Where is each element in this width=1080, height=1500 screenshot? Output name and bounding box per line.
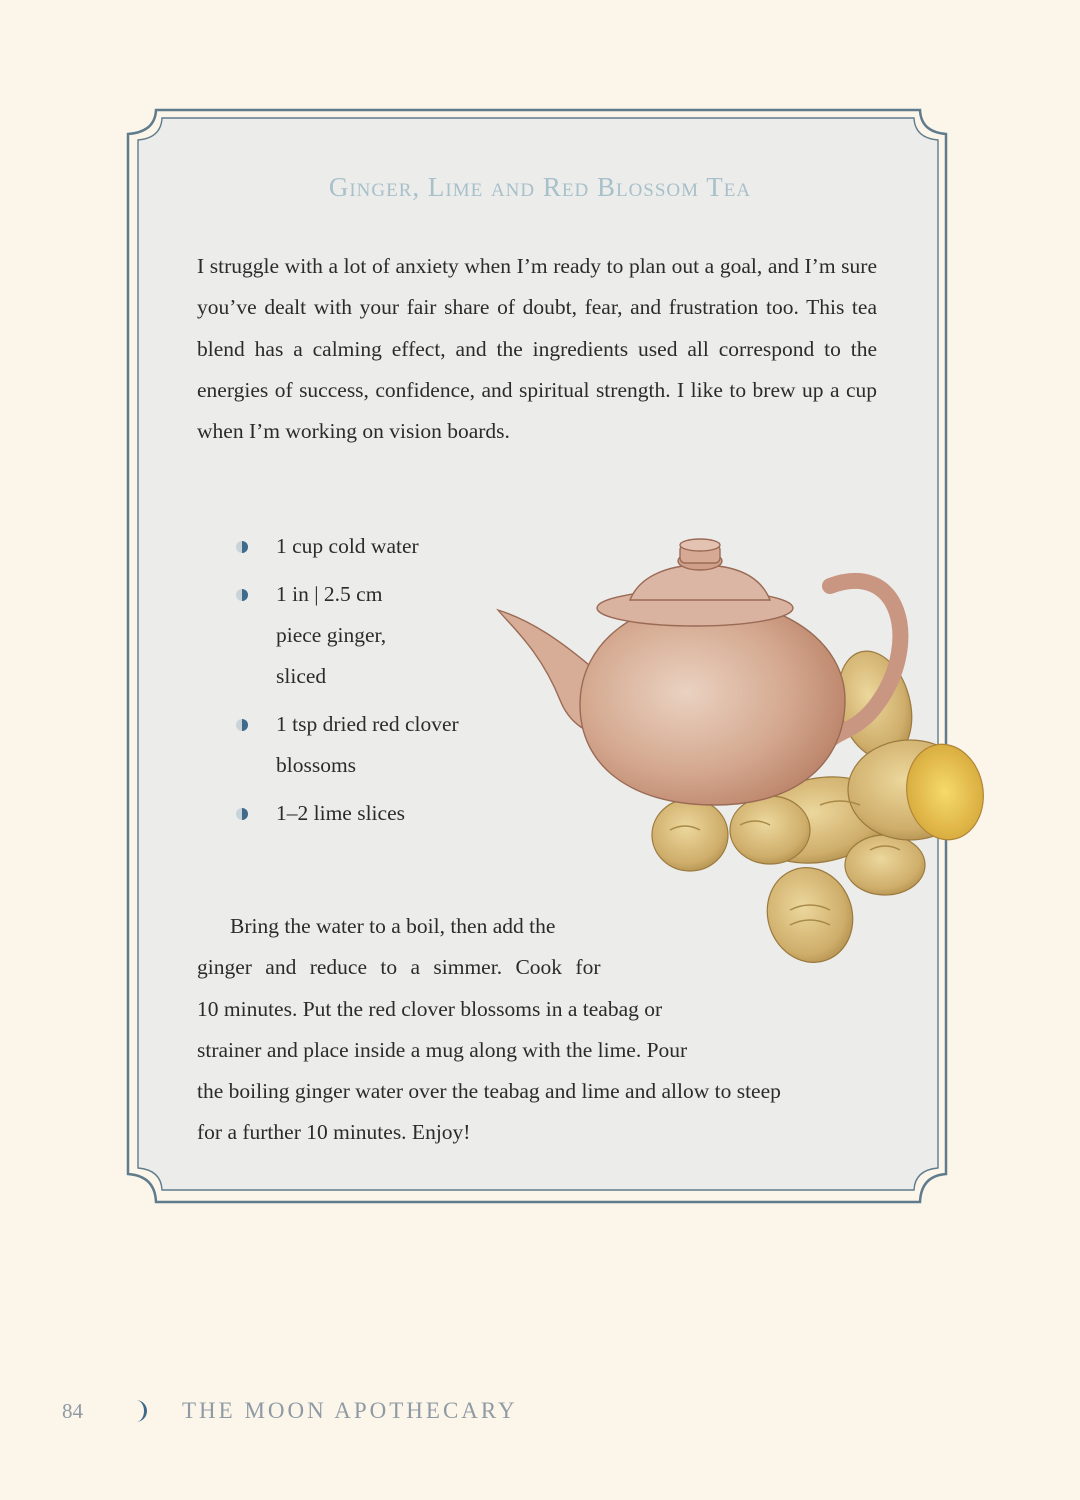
half-moon-bullet-icon: [235, 540, 249, 554]
ingredient-line: 1–2 lime slices: [276, 801, 405, 825]
ingredient-line: 1 in | 2.5 cm: [276, 582, 383, 606]
ingredient-line: 1 tsp dried red clover: [276, 712, 459, 736]
method-line: ginger and reduce to a simmer. Cook for: [197, 955, 601, 980]
ingredient-line: 1 cup cold water: [276, 534, 419, 558]
half-moon-bullet-icon: [235, 588, 249, 602]
method-line: Bring the water to a boil, then add the: [230, 914, 556, 938]
ingredient-line: blossoms: [276, 753, 357, 777]
ingredient-line: sliced: [276, 664, 327, 688]
ingredient-list: [230, 526, 530, 841]
book-title: THE MOON APOTHECARY: [182, 1398, 518, 1423]
method-paragraph: [197, 906, 887, 1154]
method-line: the boiling ginger water over the teabag and lime and allow to steep: [197, 1079, 781, 1104]
method-line: 10 minutes. Put the red clover blossoms in a teabag or: [197, 996, 663, 1021]
intro-paragraph: I struggle with a lot of anxiety when I’m ready to plan out a goal, and I’m sure you’ve dealt with your fair share of doubt, fear, and frustration too. This tea blend has a calming effect, and the ingredients used all correspond to the energies of success, confidence, and spiritual strength. I like to brew up a cup when I’m working on vision boards.: [197, 254, 877, 444]
method-line: for a further 10 minutes. Enjoy!: [197, 1120, 471, 1145]
ingredient-item: [230, 793, 530, 834]
method-line: strainer and place inside a mug along with the lime. Pour: [197, 1037, 688, 1062]
page-footer: [62, 1395, 518, 1427]
ingredient-item: [230, 574, 530, 697]
page-number: 84: [62, 1398, 83, 1423]
half-moon-bullet-icon: [235, 807, 249, 821]
ingredient-item: [230, 526, 530, 567]
recipe-title: Ginger, Lime and Red Blossom Tea: [328, 172, 752, 202]
half-moon-bullet-icon: [235, 718, 249, 732]
ingredient-line: piece ginger,: [276, 623, 387, 647]
ingredient-item: [230, 704, 530, 786]
teapot: [498, 539, 900, 805]
teapot-ginger-illustration: [490, 530, 1000, 970]
crescent-moon-icon: [132, 1398, 148, 1424]
